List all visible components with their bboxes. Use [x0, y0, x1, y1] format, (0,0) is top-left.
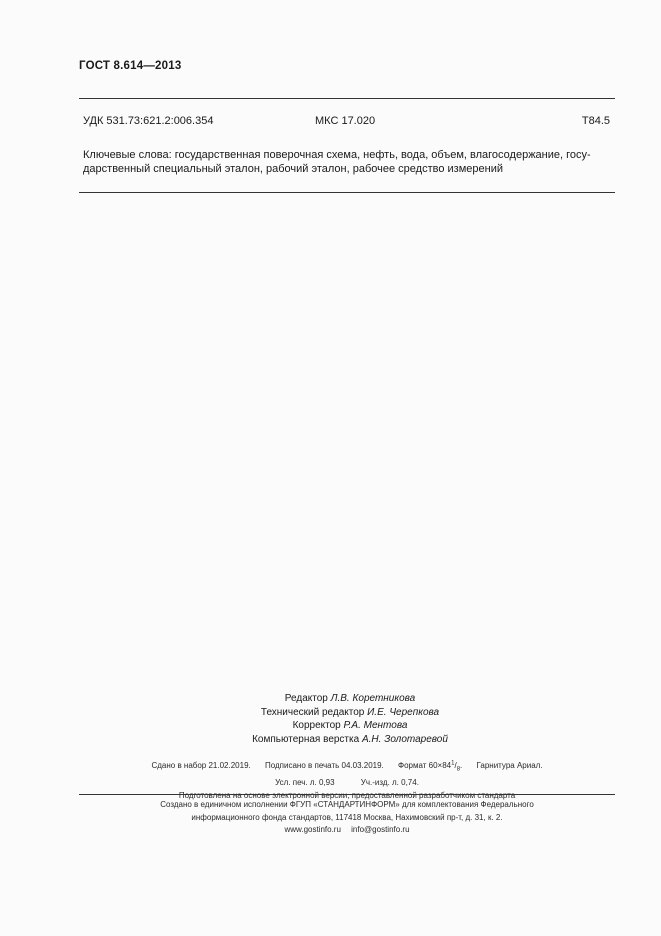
publisher-block: [79, 799, 615, 837]
print-info-row-1: [79, 757, 615, 776]
standard-code: ГОСТ 8.614—2013: [79, 60, 182, 72]
prepared-note: Подготовлена на основе электронной версии, предоставленной разработчиком стандарта: [178, 791, 516, 801]
credit-name: Л.В. Коретникова: [330, 693, 416, 704]
print-info-block: [79, 757, 615, 802]
format-prefix: Формат 60×84: [398, 760, 452, 770]
submitted-date: Сдано в набор 21.02.2019.: [151, 760, 251, 770]
class-code: Т84.5: [581, 115, 610, 127]
format-sub: 8: [456, 766, 461, 773]
keywords-line-2: дарственный специальный эталон, рабочий эталон, рабочее средство измерений: [83, 163, 503, 175]
classification-row: [83, 115, 610, 127]
credit-proofreader: [200, 719, 500, 733]
format-sup: 1: [451, 760, 455, 766]
signed-date: Подписано в печать 04.03.2019.: [264, 760, 384, 770]
credit-tech-editor: [200, 706, 500, 720]
format-suffix: .: [460, 760, 463, 770]
credit-role: Технический редактор: [260, 706, 365, 718]
credit-name: А.Н. Золотаревой: [361, 733, 448, 745]
credit-name: И.Е. Черепкова: [367, 706, 440, 718]
bottom-divider: [79, 794, 615, 795]
website-link[interactable]: www.gostinfo.ru: [284, 825, 341, 834]
top-divider: [79, 98, 615, 99]
publisher-line-2: информационного фонда стандартов, 117418 Москва, Нахимовский пр-т, д. 31, к. 2.: [191, 812, 503, 822]
print-sheets: Усл. печ. л. 0,93: [275, 778, 335, 788]
mks-code: МКС 17.020: [315, 115, 376, 127]
keywords-line-1: Ключевые слова: государственная поверочная схема, нефть, вода, объем, влагосодержание, госу-: [83, 149, 591, 161]
typeface: Гарнитура Ариал.: [476, 760, 543, 770]
email-link[interactable]: info@gostinfo.ru: [351, 825, 410, 834]
credit-editor: [200, 692, 500, 706]
credit-role: Компьютерная верстка: [252, 733, 360, 745]
credits-block: [200, 692, 500, 746]
credit-layout: [200, 733, 500, 747]
credit-name: Р.А. Ментова: [343, 720, 408, 731]
credit-role: Редактор: [284, 693, 328, 704]
paper-format: Формат $60\times 84^1/_8$.: [398, 760, 463, 773]
keywords-block: [83, 148, 610, 176]
print-info-row-2: [79, 776, 615, 789]
publisher-line-1: Создано в единичном исполнении ФГУП «СТАНДАРТИНФОРМ» для комплектования Федерального: [160, 800, 534, 809]
publisher-contacts: [79, 824, 615, 837]
udk-code: УДК 531.73:621.2:006.354: [83, 115, 214, 127]
publisher-sheets: Уч.-изд. л. 0,74.: [360, 778, 419, 788]
credit-role: Корректор: [292, 720, 341, 731]
keywords-divider: [79, 192, 615, 193]
